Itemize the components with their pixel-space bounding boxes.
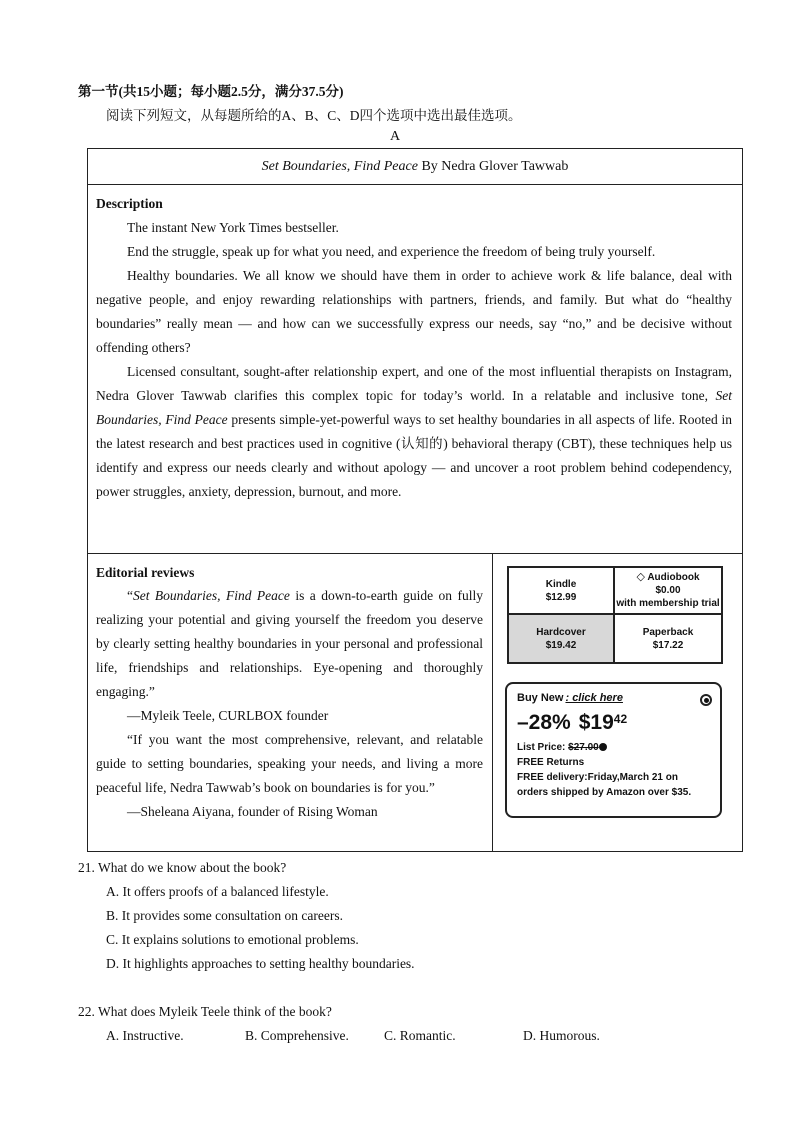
- review-quote-1: [96, 584, 483, 704]
- format-kindle[interactable]: [509, 568, 615, 615]
- question-22-options: [106, 1024, 706, 1048]
- quote1-rest: is a down-to-earth guide on fully realizing your potential and giving yourself the freedom you deserve by clearly setting healthy boundaries in your personal and professional life, friendships and relationships. Eye-opening and thoroughly engaging.”: [96, 588, 483, 699]
- review-attribution-1: —Myleik Teele, CURLBOX founder: [127, 708, 329, 723]
- list-price-row: [517, 740, 710, 755]
- format-price: $17.22: [652, 639, 684, 651]
- question-21: [78, 856, 415, 976]
- format-price: $0.00: [655, 585, 681, 596]
- description-paragraph-3: Healthy boundaries. We all know we should have them in order to achieve work & life balance, deal with negative people, and enjoy rewarding relationships with partners, friends, and family. But what do “healthy boundaries” really mean — and how can we successfully express our needs, say “no,” and be decisive without offending others?: [96, 268, 732, 355]
- price-cents: 42: [613, 712, 628, 726]
- quote1-open: “: [127, 588, 133, 603]
- question-22-option-c: C. Romantic.: [384, 1028, 456, 1043]
- list-price: $27.00: [568, 742, 599, 753]
- description-section: [88, 184, 742, 554]
- question-21-option-a: A. It offers proofs of a balanced lifestyle.: [106, 884, 329, 899]
- format-grid: [507, 566, 723, 664]
- click-here-link[interactable]: : click here: [565, 692, 623, 704]
- format-price: $12.99: [545, 591, 577, 603]
- format-name: Kindle: [545, 578, 577, 590]
- format-note: with membership trial: [616, 598, 720, 609]
- free-returns: FREE Returns: [517, 757, 585, 768]
- question-21-option-c: C. It explains solutions to emotional problems.: [106, 932, 359, 947]
- delivery-info: FREE delivery:Friday,March 21 on orders shipped by Amazon over $35.: [517, 772, 692, 798]
- book-title-row: [88, 149, 742, 185]
- review-attribution-2: —Sheleana Aiyana, founder of Rising Woman: [127, 804, 378, 819]
- format-price: $19.42: [545, 639, 577, 651]
- radio-selected-icon[interactable]: [700, 694, 712, 706]
- description-p4-end: presents simple-yet-powerful ways to set healthy boundaries in all aspects of life. Rooted in the latest research and best practices used in cognitive (认知的) behavioral therapy (CBT), these techniques help us identify and express our needs clearly and without apology — and uncover a root problem behind codependency, power struggles, anxiety, depression, burnout, and more.: [96, 412, 733, 499]
- format-name: Hardcover: [536, 626, 586, 638]
- description-p4-start: Licensed consultant, sought-after relationship expert, and one of the most influential therapists on Instagram, Nedra Glover Tawwab clarifies this complex topic for today’s world. In a relatable and inclusive tone,: [96, 364, 732, 403]
- audible-icon: ◇: [636, 571, 645, 583]
- price-row: [517, 710, 710, 740]
- format-audiobook[interactable]: [615, 568, 721, 615]
- description-paragraph-2: End the struggle, speak up for what you need, and experience the freedom of being truly yourself.: [127, 244, 656, 259]
- quote1-title: Set Boundaries, Find Peace: [133, 588, 290, 603]
- format-name-audiobook: ◇ Audiobook: [636, 571, 700, 583]
- store-panel: [493, 554, 742, 851]
- list-price-label: List Price:: [517, 742, 569, 753]
- description-heading: Description: [96, 196, 163, 211]
- question-22-option-d: D. Humorous.: [523, 1028, 600, 1043]
- buy-new-label: Buy New: [517, 692, 564, 704]
- section-title: 第一节(共15小题；每小题2.5分，满分37.5分): [78, 84, 344, 99]
- format-hardcover[interactable]: [509, 615, 615, 662]
- question-22-option-b: B. Comprehensive.: [245, 1028, 349, 1043]
- buy-new-row: [517, 692, 710, 704]
- description-p4-title: Set Boundaries, Find Peace: [96, 388, 732, 427]
- price-dollars: $19: [578, 711, 614, 734]
- editorial-reviews-section: [88, 554, 493, 851]
- buy-box: [505, 682, 722, 818]
- review-quote-2: “If you want the most comprehensive, relevant, and relatable guide to setting boundaries, speaking your needs, and living a more peaceful life, Nedra Tawwab’s book on boundaries is for you.”: [96, 732, 483, 795]
- book-title: Set Boundaries, Find Peace: [261, 159, 418, 174]
- info-icon[interactable]: [599, 743, 607, 751]
- discount-percent: –28%: [517, 711, 571, 734]
- instructions: 阅读下列短文，从每题所给的A、B、C、D四个选项中选出最佳选项。: [106, 108, 522, 123]
- question-21-stem: 21. What do we know about the book?: [78, 860, 287, 875]
- book-byline: By Nedra Glover Tawwab: [417, 159, 569, 174]
- passage-label: A: [390, 129, 401, 144]
- question-21-option-b: B. It provides some consultation on careers.: [106, 908, 343, 923]
- reviews-heading: Editorial reviews: [96, 565, 195, 580]
- passage-table: [87, 148, 743, 852]
- description-paragraph-1: The instant New York Times bestseller.: [127, 220, 339, 235]
- question-21-option-d: D. It highlights approaches to setting healthy boundaries.: [106, 956, 415, 971]
- format-name: Paperback: [642, 626, 694, 638]
- description-paragraph-4: [96, 360, 732, 504]
- question-22-option-a: A. Instructive.: [106, 1028, 184, 1043]
- question-22-stem: 22. What does Myleik Teele think of the book?: [78, 1004, 332, 1019]
- format-paperback[interactable]: [615, 615, 721, 662]
